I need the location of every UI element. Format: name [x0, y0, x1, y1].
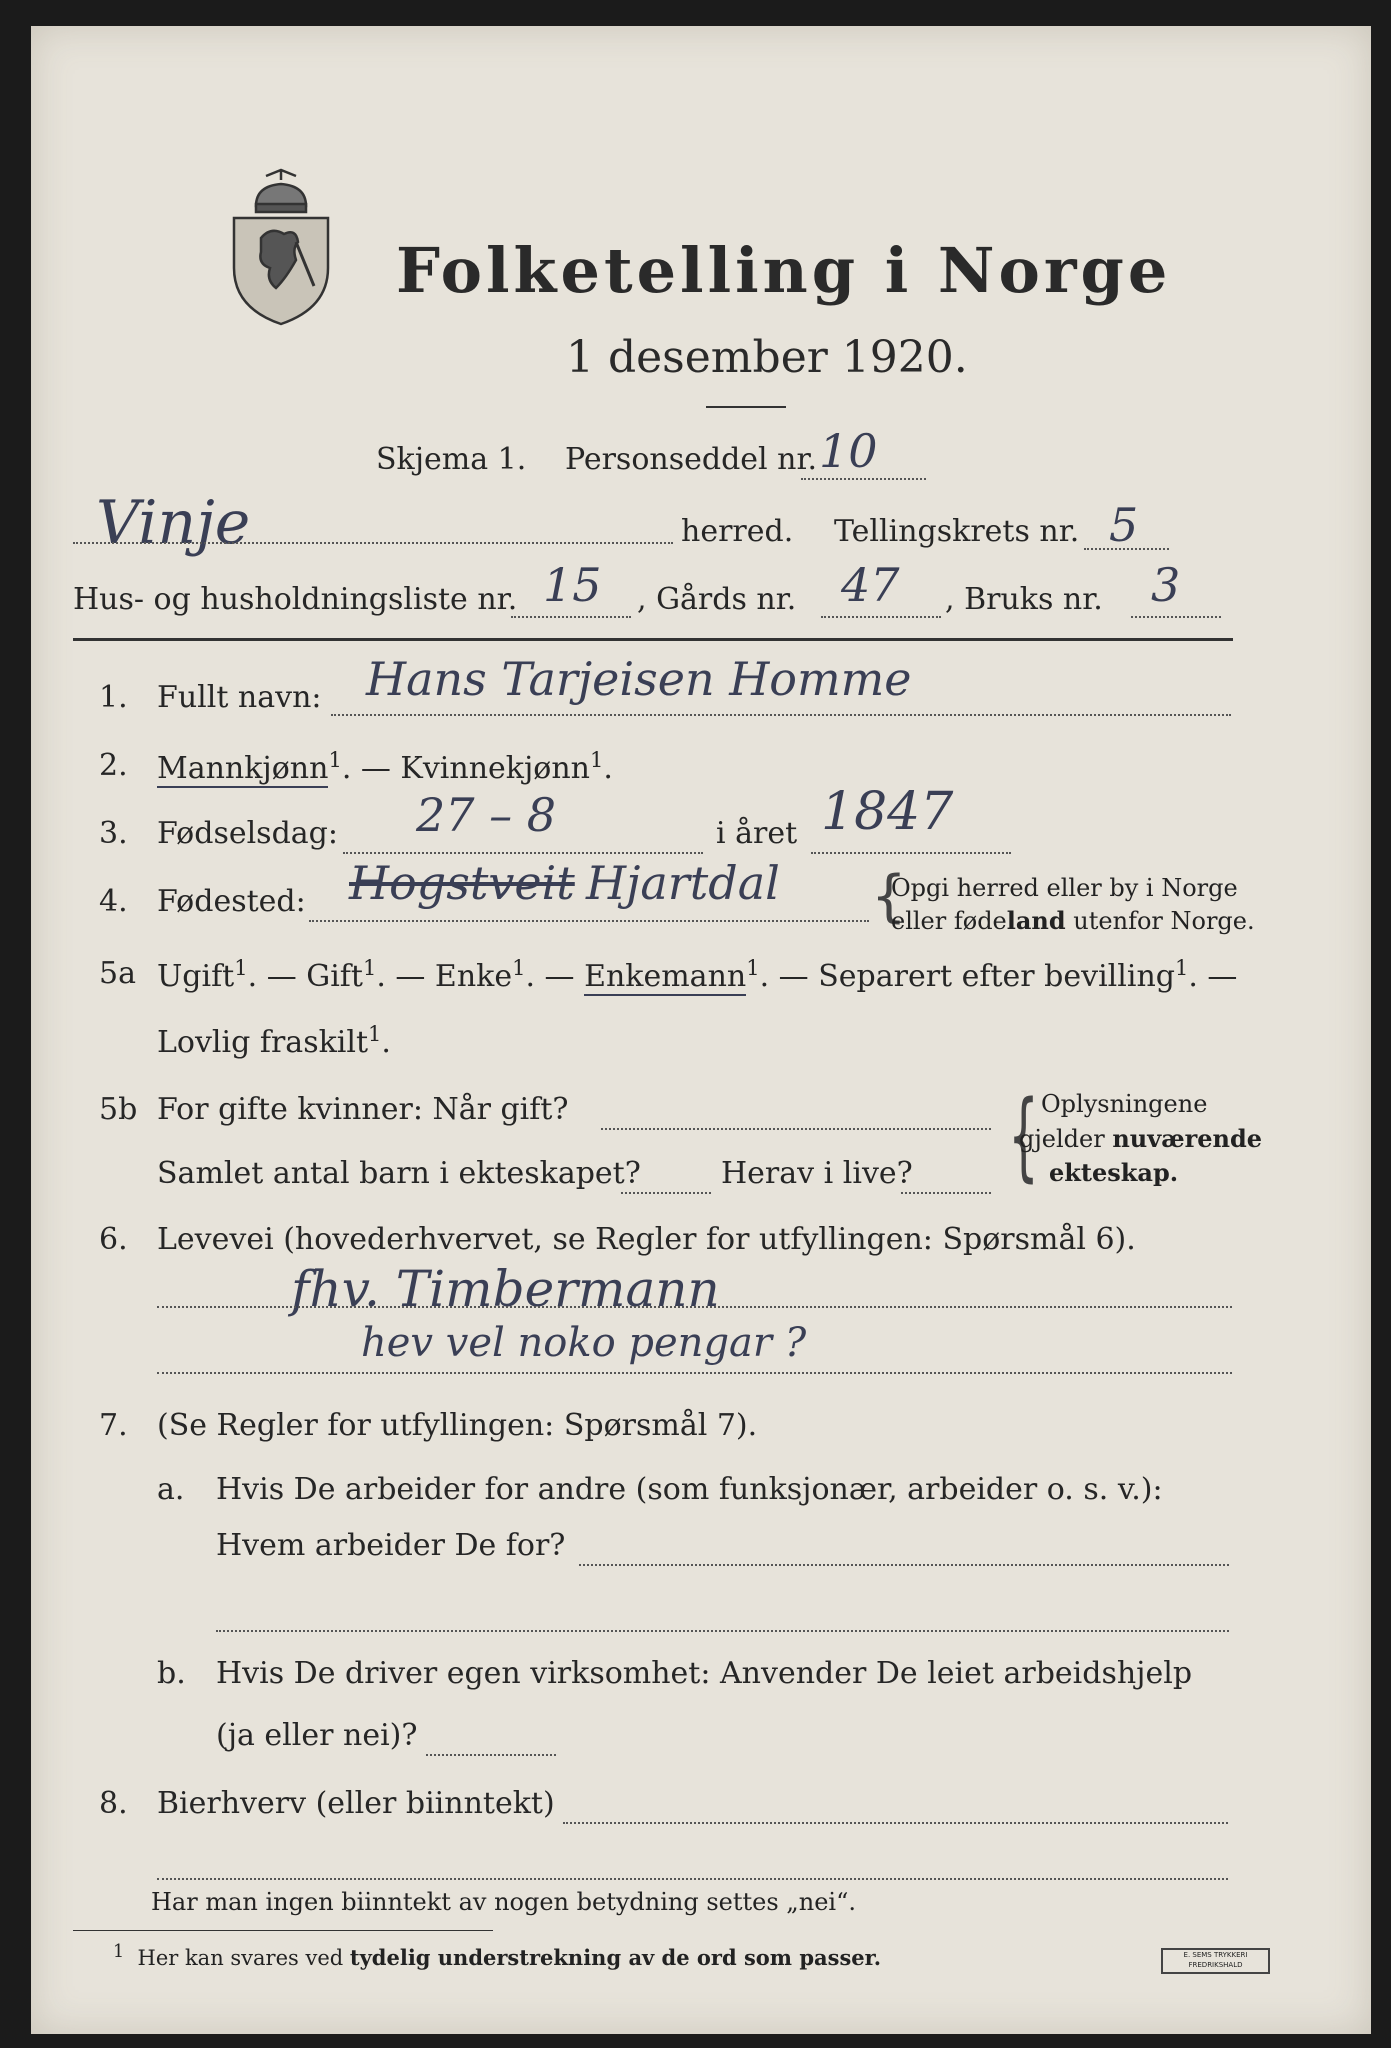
herred-value: Vinje	[96, 488, 251, 558]
q7a-letter: a.	[157, 1472, 185, 1507]
q6-number: 6.	[99, 1222, 128, 1257]
q2-number: 2.	[99, 748, 128, 783]
q2-options: Mannkjønn$^1$. — Kvinnekjønn$^1$.	[157, 748, 613, 786]
q5b-note1: Oplysningene	[1041, 1090, 1208, 1118]
q5b-line2b: Herav i live?	[721, 1156, 913, 1191]
q5b-number: 5b	[99, 1092, 138, 1127]
q7b-line2: (ja eller nei)?	[216, 1718, 418, 1753]
personseddel-value: 10	[819, 424, 878, 478]
q5a-number: 5a	[99, 956, 136, 991]
birthplace-struck: Hogstveit	[349, 856, 575, 910]
tellingskrets-label: Tellingskrets nr.	[834, 514, 1080, 549]
husliste-line	[511, 616, 631, 618]
q7a-line2: Hvem arbeider De for?	[216, 1528, 566, 1563]
footnote: $^1$ Her kan svares ved tydelig understrekning av de ord som passer.	[113, 1942, 882, 1970]
year-line	[811, 852, 1011, 854]
census-form-sheet	[31, 26, 1371, 2034]
q5a-options: Ugift$^1$. — Gift$^1$. — Enke$^1$. — Enkemann$^1$. — Separert efter bevilling$^1$. —	[157, 956, 1238, 994]
q7b-line1: Hvis De driver egen virksomhet: Anvender De leiet arbeidshjelp	[216, 1656, 1193, 1691]
year-label: i året	[716, 816, 798, 851]
herred-line	[73, 542, 673, 544]
personseddel-line	[801, 478, 926, 480]
gards-line	[821, 616, 941, 618]
coat-of-arms-icon	[226, 168, 336, 328]
q8-number: 8.	[99, 1786, 128, 1821]
form-title: Folketelling i Norge	[396, 234, 1172, 307]
marital-widower-option: Enkemann	[584, 959, 747, 994]
q5b-note3: ekteskap.	[1049, 1158, 1179, 1187]
gards-label: , Gårds nr.	[637, 582, 797, 617]
q7a-line1: Hvis De arbeider for andre (som funksjonær, arbeider o. s. v.):	[216, 1472, 1163, 1507]
q4-label: Fødested:	[157, 884, 306, 919]
q7a-line2-dots	[579, 1564, 1229, 1566]
bruks-label: , Bruks nr.	[945, 582, 1103, 617]
occupation-value: fhv. Timbermann	[291, 1260, 720, 1318]
q5b-note2: gjelder nuværende	[1019, 1124, 1263, 1153]
q7b-line2-dots	[426, 1754, 556, 1756]
bruks-value: 3	[1151, 558, 1181, 612]
q6-label: Levevei (hovederhvervet, se Regler for utfyllingen: Spørsmål 6).	[157, 1222, 1136, 1257]
q7-label: (Se Regler for utfyllingen: Spørsmål 7).	[157, 1408, 758, 1443]
q6-line2	[157, 1372, 1232, 1374]
q7-number: 7.	[99, 1408, 128, 1443]
herred-label: herred.	[681, 514, 794, 549]
q5b-line1: For gifte kvinner: Når gift?	[157, 1092, 569, 1127]
printer-stamp: E. SEMS TRYKKERI FREDRIKSHALD	[1161, 1948, 1270, 1974]
q4-note-line1: Opgi herred eller by i Norge	[891, 874, 1238, 902]
q5b-line2a-dots	[621, 1192, 711, 1194]
q7a-extra-line	[216, 1630, 1229, 1632]
full-name-value: Hans Tarjeisen Homme	[366, 652, 912, 706]
q3-label: Fødselsdag:	[157, 816, 338, 851]
birthdate-value: 27 – 8	[416, 788, 557, 842]
q4-note-line2: eller fødeland utenfor Norge.	[891, 906, 1255, 935]
schema-label: Skjema 1.	[376, 442, 527, 477]
q5b-brace: {	[1008, 1080, 1039, 1192]
q4-number: 4.	[99, 884, 128, 919]
personseddel-label: Personseddel nr.	[565, 442, 818, 477]
q1-line	[331, 714, 1231, 716]
q1-number: 1.	[99, 680, 128, 715]
footnote-rule	[73, 1930, 493, 1931]
q6-line1	[157, 1306, 1232, 1308]
q1-label: Fullt navn:	[157, 680, 322, 715]
birthplace-value: Hjartdal	[586, 856, 780, 910]
q3-number: 3.	[99, 816, 128, 851]
q7b-letter: b.	[157, 1656, 186, 1691]
census-date: 1 desember 1920.	[566, 332, 968, 383]
q8-line2	[157, 1878, 1228, 1880]
q5a-line2: Lovlig fraskilt$^1$.	[157, 1022, 391, 1060]
husliste-value: 15	[543, 558, 602, 612]
q5b-line2a: Samlet antal barn i ekteskapet?	[157, 1156, 641, 1191]
q4-line	[309, 920, 869, 922]
husliste-label: Hus- og husholdningsliste nr.	[73, 582, 518, 617]
q5b-line2b-dots	[901, 1192, 991, 1194]
bruks-line	[1131, 616, 1221, 618]
occupation-note: hev vel noko pengar ?	[361, 1320, 807, 1366]
q8-label: Bierhverv (eller biinntekt)	[157, 1786, 555, 1821]
q4-brace: {	[871, 864, 907, 929]
title-divider	[706, 406, 786, 408]
sex-female-option: Kvinnekjønn	[400, 751, 590, 786]
gards-value: 47	[841, 558, 900, 612]
header-rule	[73, 638, 1233, 641]
q3-line	[343, 852, 703, 854]
q8-line1	[563, 1822, 1228, 1824]
tellingskrets-value: 5	[1109, 498, 1139, 552]
birth-year-value: 1847	[821, 782, 954, 842]
q5b-line1-dots	[601, 1128, 991, 1130]
sex-male-option: Mannkjønn	[157, 751, 329, 786]
bottom-note: Har man ingen biinntekt av nogen betydning settes „nei“.	[151, 1888, 856, 1916]
